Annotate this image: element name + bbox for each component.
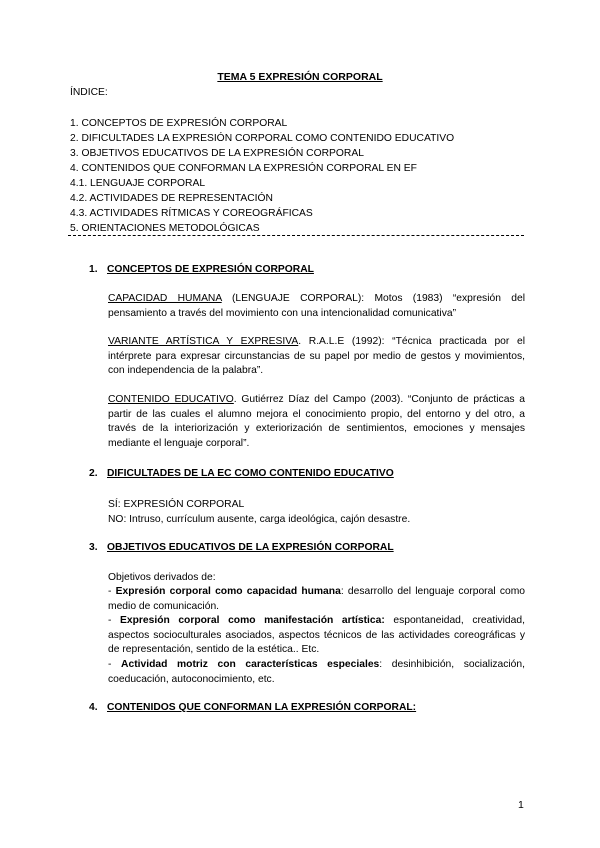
concept-paragraph (108, 393, 525, 451)
section-heading-1 (89, 264, 314, 275)
section-number: 3. (89, 542, 98, 553)
section-title: CONCEPTOS DE EXPRESIÓN CORPORAL (107, 264, 314, 275)
index-label: ÍNDICE: (70, 87, 108, 98)
concept-paragraph (108, 292, 525, 321)
difficulty-no: NO: Intruso, currículum ausente, carga ideológica, cajón desastre. (108, 514, 411, 525)
toc-item: 4.2. ACTIVIDADES DE REPRESENTACIÓN (70, 193, 273, 204)
toc-item: 4.1. LENGUAJE CORPORAL (70, 178, 206, 189)
toc-item: 1. CONCEPTOS DE EXPRESIÓN CORPORAL (70, 118, 288, 129)
objectives-intro: Objetivos derivados de: (108, 572, 216, 583)
concept-term: CONTENIDO EDUCATIVO (108, 394, 234, 405)
objectives-list (108, 585, 525, 687)
page-title: TEMA 5 EXPRESIÓN CORPORAL (217, 71, 383, 83)
objective-item (108, 658, 525, 687)
objective-prefix: - (108, 586, 116, 597)
section-heading-4 (89, 702, 416, 713)
objective-bold: Expresión corporal como manifestación artística: (119, 615, 385, 627)
objective-bold: Expresión corporal como capacidad humana (115, 586, 341, 597)
section-heading-2 (89, 468, 394, 479)
concept-term: CAPACIDAD HUMANA (108, 293, 222, 304)
concept-text: (LENGUAJE CORPORAL): Motos (1983) “expresión del pensamiento a través del movimiento con una intencionalidad comunicativa” (108, 293, 525, 319)
toc-item: 5. ORIENTACIONES METODOLÓGICAS (70, 223, 260, 234)
objective-prefix: - (108, 615, 120, 627)
section-title: DIFICULTADES DE LA EC COMO CONTENIDO EDUCATIVO (107, 468, 394, 479)
objective-item (108, 585, 525, 614)
dashed-divider (68, 235, 524, 236)
objective-text: : desarrollo del lenguaje corporal como medio de comunicación. (108, 586, 526, 612)
concept-paragraph (108, 335, 525, 379)
objective-item (108, 614, 525, 658)
section-title: OBJETIVOS EDUCATIVOS DE LA EXPRESIÓN CORPORAL (107, 542, 394, 553)
objective-text: : desinhibición, socialización, coeducación, autoconocimiento, etc. (108, 658, 526, 685)
concept-text: . R.A.L.E (1992): “Técnica practicada por el intérprete para expresar circunstancias de su papel por medio de gestos y movimientos, con independencia de la palabra”. (108, 336, 525, 377)
objective-text: espontaneidad, creatividad, aspectos socioculturales asociados, aspectos técnicos de las actividades coreográficas y de representación, sentido de la estética.. Etc. (108, 615, 525, 656)
section-number: 2. (89, 468, 98, 479)
difficulty-yes: SÍ: EXPRESIÓN CORPORAL (108, 499, 245, 510)
objective-bold: Actividad motriz con características especiales (121, 658, 380, 670)
section-title: CONTENIDOS QUE CONFORMAN LA EXPRESIÓN CORPORAL: (107, 702, 417, 713)
toc-item: 2. DIFICULTADES LA EXPRESIÓN CORPORAL COMO CONTENIDO EDUCATIVO (70, 133, 455, 144)
section-heading-3 (89, 542, 394, 553)
concept-text: . Gutiérrez Díaz del Campo (2003). “Conjunto de prácticas a partir de las cuales el alumno mejora el conocimiento propio, del entorno y del otro, a través de la interiorización y exteriorización de sentimientos, emociones y mensajes mediante el lenguaje corporal”. (108, 394, 526, 449)
page-number: 1 (518, 799, 524, 811)
concept-term: VARIANTE ARTÍSTICA Y EXPRESIVA (108, 336, 299, 347)
section-number: 1. (89, 264, 98, 275)
objective-prefix: - (108, 658, 122, 670)
toc-item: 4. CONTENIDOS QUE CONFORMAN LA EXPRESIÓN CORPORAL EN EF (70, 163, 417, 174)
table-of-contents (70, 116, 454, 236)
section-number: 4. (89, 702, 98, 713)
toc-item: 4.3. ACTIVIDADES RÍTMICAS Y COREOGRÁFICAS (70, 208, 313, 219)
toc-item: 3. OBJETIVOS EDUCATIVOS DE LA EXPRESIÓN CORPORAL (70, 148, 364, 159)
